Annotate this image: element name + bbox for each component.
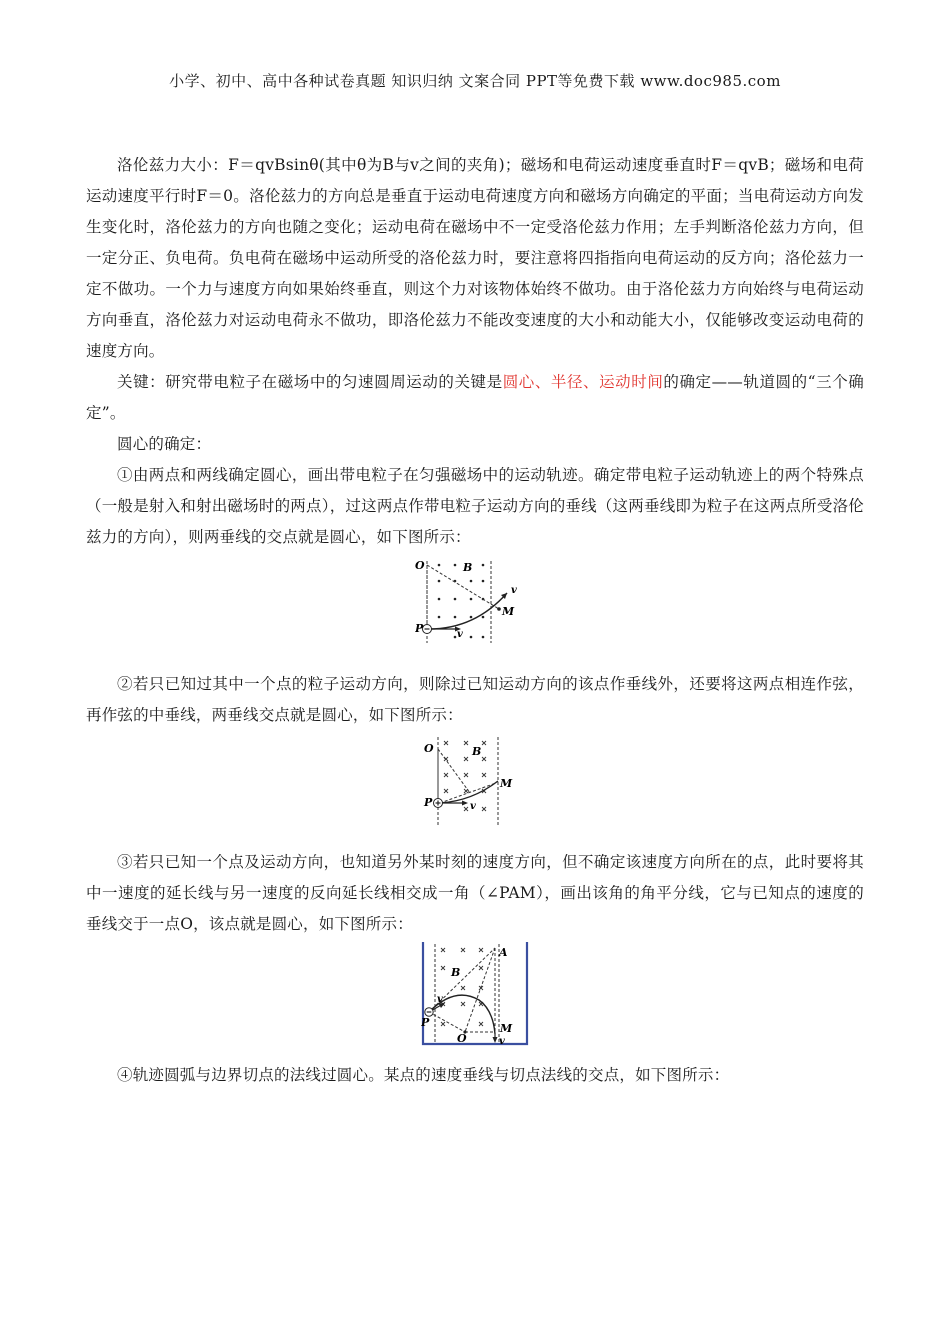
figure-1-label-v-entry: v: [457, 629, 463, 640]
figure-2-label-b: B: [472, 745, 482, 758]
figure-1-label-p: P: [415, 622, 424, 635]
figure-3-label-v-start: v: [437, 994, 443, 1005]
figure-2-diagram: [420, 735, 530, 827]
figure-3-label-a: A: [499, 946, 508, 959]
page-header: [0, 70, 950, 91]
figure-2-label-v: v: [470, 801, 476, 812]
figure-2-label-p: P: [424, 796, 433, 809]
highlight-three-determinations: 圆心、半径、运动时间: [502, 373, 664, 391]
figure-1-label-v-exit: v: [511, 585, 517, 596]
header-site-text: 小学、初中、高中各种试卷真题 知识归纳 文案合同 PPT等免费下载 www.doc985.com: [169, 72, 781, 90]
paragraph-method-1: ①由两点和两线确定圆心，画出带电粒子在匀强磁场中的运动轨迹。确定带电粒子运动轨迹上的两个特殊点（一般是射入和射出磁场时的两点），过这两点作带电粒子运动方向的垂线（这两垂线即为粒子在这两点所受洛伦兹力的方向），则两垂线的交点就是圆心，如下图所示：: [86, 466, 864, 546]
figure-3-label-p: P: [421, 1016, 430, 1029]
paragraph-key-point: 关键：研究带电粒子在磁场中的匀速圆周运动的关键是圆心、半径、运动时间的确定——轨道圆的“三个确定”。: [86, 373, 864, 422]
figure-1-label-b: B: [463, 561, 473, 574]
figure-2-label-o: O: [424, 742, 434, 755]
document-body: [86, 150, 864, 1091]
figure-3-label-b: B: [451, 966, 461, 979]
figure-1-label-m: M: [502, 605, 515, 618]
paragraph-center-determination: 圆心的确定：: [117, 435, 212, 453]
paragraph-method-2: ②若只已知过其中一个点的粒子运动方向，则除过已知运动方向的该点作垂线外，还要将这两点相连作弦，再作弦的中垂线，两垂线交点就是圆心，如下图所示：: [86, 675, 864, 724]
figure-3: [86, 942, 864, 1046]
figure-3-label-o: O: [457, 1032, 467, 1045]
figure-1: [86, 557, 864, 649]
paragraph-method-3: ③若只已知一个点及运动方向，也知道另外某时刻的速度方向，但不确定该速度方向所在的点，此时要将其中一速度的延长线与另一速度的反向延长线相交成一角（∠PAM），画出该角的角平分线，它与已知点的速度的垂线交于一点O，该点就是圆心，如下图所示：: [86, 853, 864, 933]
paragraph-method-4: ④轨迹圆弧与边界切点的法线过圆心。某点的速度垂线与切点法线的交点，如下图所示：: [117, 1066, 730, 1084]
figure-1-label-o: O: [415, 559, 425, 572]
figure-2-label-m: M: [500, 777, 513, 790]
paragraph-lorentz-force: 洛伦兹力大小：F＝qvBsinθ(其中θ为B与v之间的夹角)；磁场和电荷运动速度垂直时F＝qvB；磁场和电荷运动速度平行时F＝0。洛伦兹力的方向总是垂直于运动电荷速度方向和磁场方向确定的平面；当电荷运动方向发生变化时，洛伦兹力的方向也随之变化；运动电荷在磁场中不一定受洛伦兹力作用；左手判断洛伦兹力方向，但一定分正、负电荷。负电荷在磁场中运动所受的洛伦兹力时，要注意将四指指向电荷运动的反方向；洛伦兹力一定不做功。一个力与速度方向如果始终垂直，则这个力对该物体始终不做功。由于洛伦兹力方向始终与电荷运动方向垂直，洛伦兹力对运动电荷永不做功，即洛伦兹力不能改变速度的大小和动能大小，仅能够改变运动电荷的速度方向。: [86, 156, 864, 360]
figure-2: [86, 735, 864, 827]
figure-1-diagram: [415, 557, 535, 649]
figure-3-diagram: [421, 942, 529, 1046]
figure-3-label-m: M: [500, 1022, 513, 1035]
figure-3-label-v-end: v: [499, 1036, 505, 1046]
